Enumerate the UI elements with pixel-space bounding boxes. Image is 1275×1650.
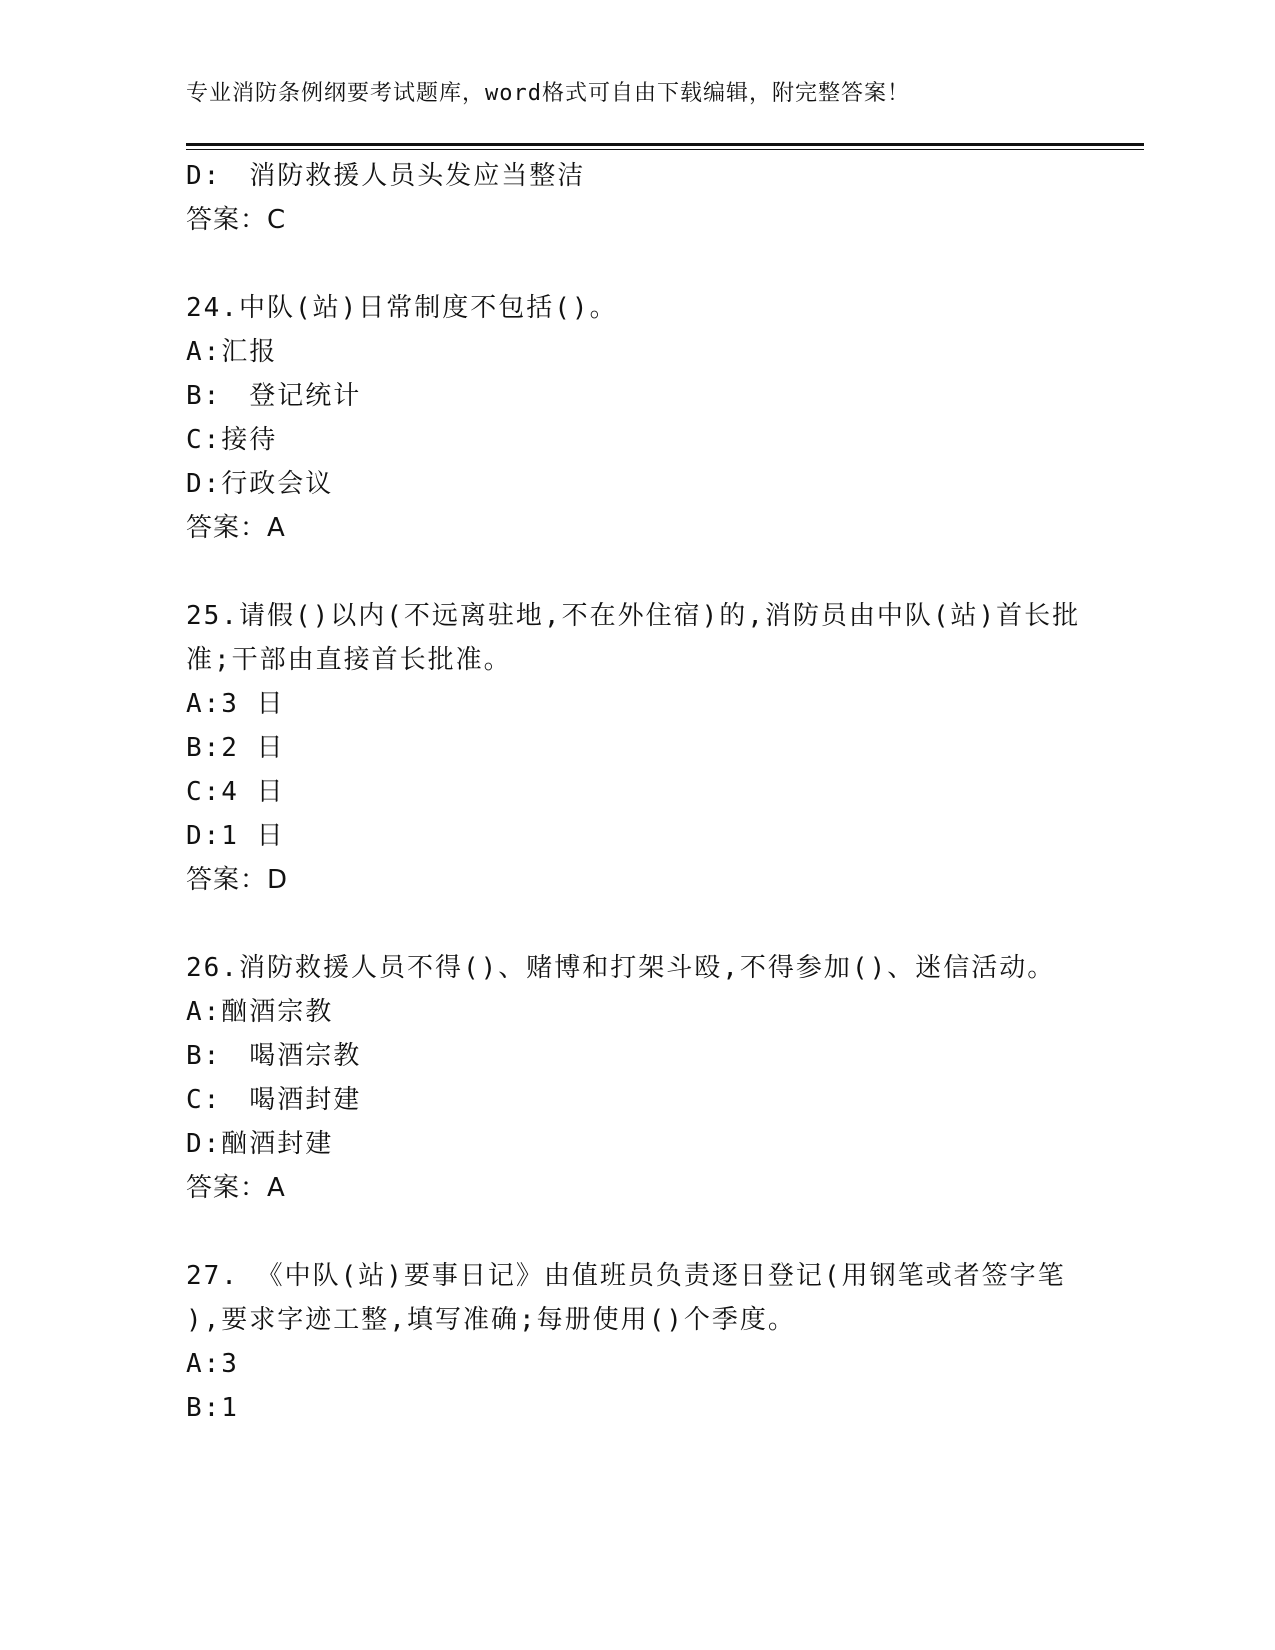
q26-option-b: B: 喝酒宗教 (186, 1041, 362, 1071)
q25-option-b: B:2 日 (186, 733, 285, 763)
q24-option-c: C:接待 (186, 425, 278, 455)
q27-option-b: B:1 (186, 1393, 239, 1423)
q27-stem-line2: ),要求字迹工整,填写准确;每册使用()个季度。 (186, 1305, 796, 1335)
page-header: 专业消防条例纲要考试题库，word格式可自由下载编辑，附完整答案！ (186, 81, 910, 106)
header-rule-thick (186, 143, 1144, 146)
prev-option-d: D: 消防救援人员头发应当整洁 (186, 161, 586, 191)
q24-stem: 24.中队(站)日常制度不包括()。 (186, 293, 618, 323)
q25-stem-line1: 25.请假()以内(不远离驻地,不在外住宿)的,消防员由中队(站)首长批 (186, 601, 1081, 631)
q27-option-a: A:3 (186, 1349, 239, 1379)
q24-answer: 答案：A (186, 513, 286, 543)
q24-option-b: B: 登记统计 (186, 381, 362, 411)
q26-option-d: D:酗酒封建 (186, 1129, 334, 1159)
q26-option-c: C: 喝酒封建 (186, 1085, 362, 1115)
q25-answer: 答案：D (186, 865, 289, 895)
q24-option-a: A:汇报 (186, 337, 278, 367)
q26-answer: 答案：A (186, 1173, 286, 1203)
q27-stem-line1: 27. 《中队(站)要事日记》由值班员负责逐日登记(用钢笔或者签字笔 (186, 1261, 1066, 1291)
q25-option-d: D:1 日 (186, 821, 285, 851)
q26-stem: 26.消防救援人员不得()、赌博和打架斗殴,不得参加()、迷信活动。 (186, 953, 1056, 983)
q24-option-d: D:行政会议 (186, 469, 334, 499)
header-rule-thin (186, 149, 1144, 150)
q25-stem-line2: 准;干部由直接首长批准。 (186, 645, 512, 675)
prev-answer: 答案：C (186, 205, 287, 235)
q25-option-a: A:3 日 (186, 689, 285, 719)
q26-option-a: A:酗酒宗教 (186, 997, 334, 1027)
q25-option-c: C:4 日 (186, 777, 285, 807)
